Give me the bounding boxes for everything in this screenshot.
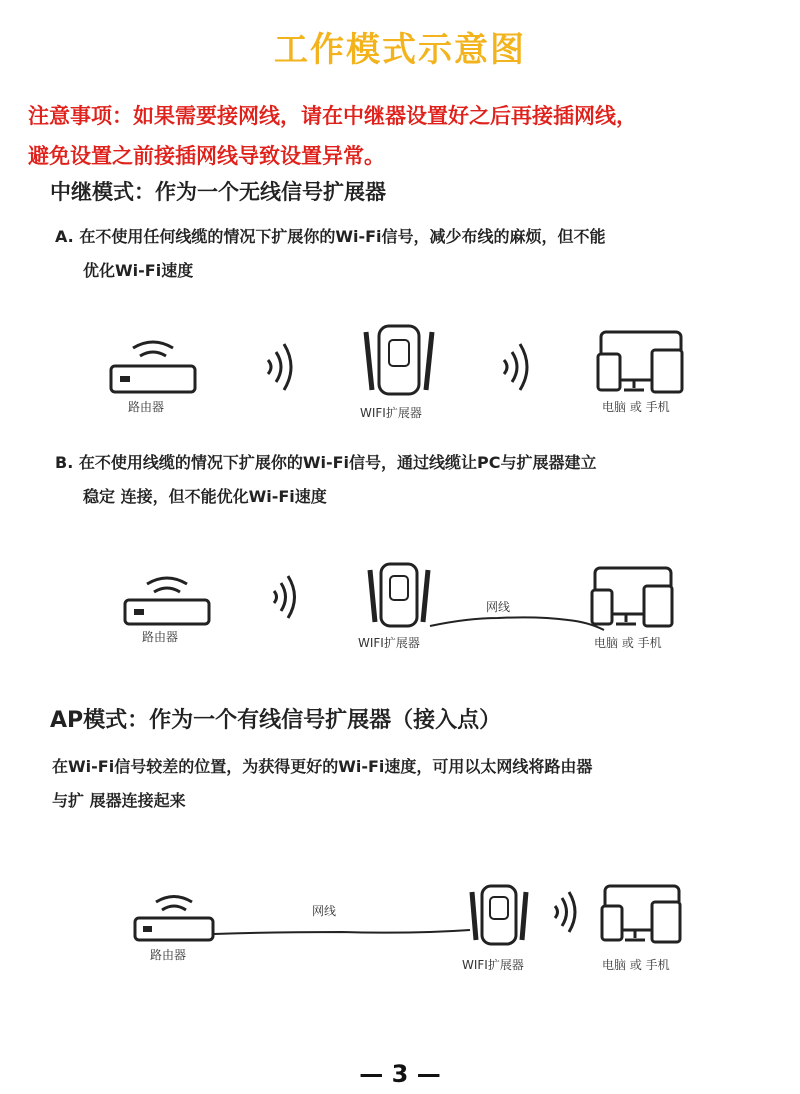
router-icon — [132, 886, 216, 944]
cable-icon — [428, 600, 608, 640]
computer-phone-icon — [590, 566, 676, 628]
diagram-a — [0, 320, 800, 430]
device-label: 电脑 或 手机 — [602, 958, 670, 972]
page-number: — 3 — — [359, 1060, 441, 1088]
extender-label: WIFI扩展器 — [358, 636, 420, 650]
repeater-b-line-1: B. 在不使用线缆的情况下扩展你的Wi-Fi信号，通过线缆让PC与扩展器建立 — [55, 453, 597, 472]
repeater-a-text — [55, 220, 606, 288]
repeater-a-line-1: A. 在不使用任何线缆的情况下扩展你的Wi-Fi信号，减少布线的麻烦，但不能 — [55, 227, 606, 246]
page-title: 工作模式示意图 — [274, 30, 526, 70]
extender-icon — [362, 324, 436, 400]
extender-icon — [366, 562, 432, 630]
diagram-b — [0, 560, 800, 660]
notice-line-2: 避免设置之前接插网线导致设置异常。 — [28, 144, 385, 168]
repeater-b-text — [55, 446, 597, 514]
cable-label: 网线 — [486, 600, 511, 614]
wifi-signal-icon — [498, 342, 538, 392]
device-label: 电脑 或 手机 — [602, 400, 670, 414]
router-icon — [108, 326, 198, 396]
device-label: 电脑 或 手机 — [594, 636, 662, 650]
notice-line-1: 注意事项：如果需要接网线，请在中继器设置好之后再接插网线， — [28, 104, 637, 128]
ap-text — [52, 750, 592, 818]
wifi-signal-icon — [268, 574, 304, 620]
notice-block — [28, 96, 788, 176]
extender-icon — [468, 884, 530, 948]
wifi-signal-icon — [262, 342, 302, 392]
router-icon — [122, 566, 212, 628]
router-label: 路由器 — [150, 948, 187, 962]
cable-icon — [212, 920, 474, 950]
computer-phone-icon — [600, 884, 684, 944]
repeater-b-line-2: 稳定 连接，但不能优化Wi-Fi速度 — [83, 487, 327, 506]
extender-label: WIFI扩展器 — [462, 958, 524, 972]
router-label: 路由器 — [128, 400, 165, 414]
ap-line-1: 在Wi-Fi信号较差的位置，为获得更好的Wi-Fi速度，可用以太网线将路由器 — [52, 757, 593, 776]
ap-line-2: 与扩 展器连接起来 — [52, 791, 186, 810]
router-label: 路由器 — [142, 630, 179, 644]
repeater-a-line-2: 优化Wi-Fi速度 — [83, 261, 194, 280]
ap-heading: AP模式：作为一个有线信号扩展器（接入点） — [50, 708, 502, 733]
cable-label: 网线 — [312, 904, 337, 918]
extender-label: WIFI扩展器 — [360, 406, 422, 420]
wifi-signal-icon — [550, 890, 584, 934]
repeater-heading: 中继模式：作为一个无线信号扩展器 — [50, 180, 386, 204]
computer-phone-icon — [596, 330, 686, 394]
diagram-ap — [0, 880, 800, 980]
